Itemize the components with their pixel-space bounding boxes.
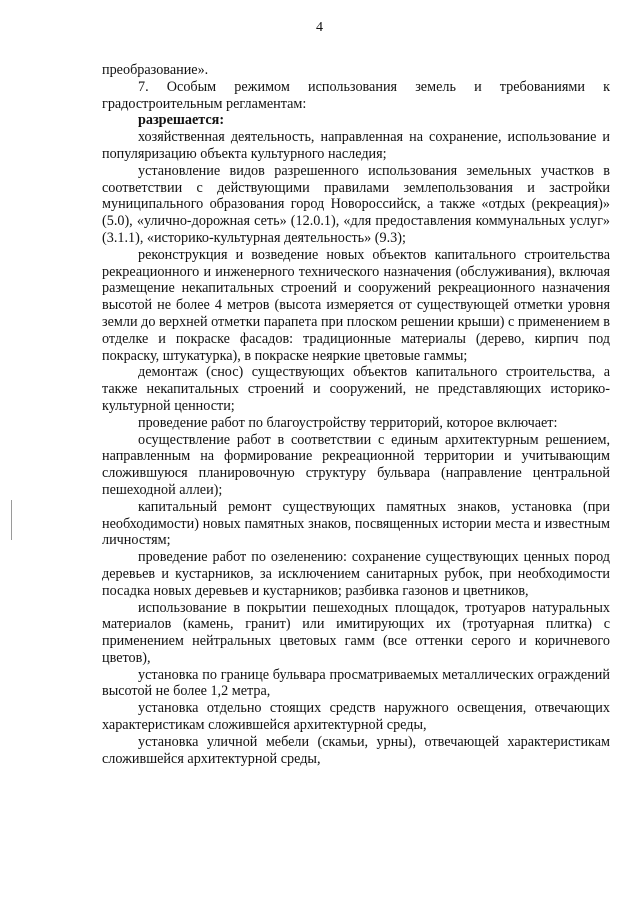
- paragraph-outdoor-lighting: установка отдельно стоящих средств наружного освещения, отвечающих характеристикам сложившейся архитектурной среды,: [102, 700, 610, 734]
- paragraph-economic-activity: хозяйственная деятельность, направленная на сохранение, использование и популяризацию объекта культурного наследия;: [102, 129, 610, 162]
- paragraph-reconstruction: реконструкция и возведение новых объектов капитального строительства рекреационного и инженерного технического назначения (обслуживания), включая размещение некапитальных строений и сооружений рекреационного назначения высотой не более 4 метров (высота измеряется от существующей отметки уровня земли до верхней отметки парапета при плоском решении крыши) с применением в отделке и покраске фасадов: традиционные материалы (дерево, кирпич под покраску, штукатурка), в покраске неяркие цветовые гаммы;: [102, 246, 610, 364]
- paragraph-improvement-intro: проведение работ по благоустройству территорий, которое включает:: [138, 414, 558, 431]
- paragraph-land-use-types: установление видов разрешенного использования земельных участков в соответствии с действующими правилами землепользования и застройки муниципального образования город Новороссийск, а также «отдых (рекреация)» (5.0), «улично-дорожная сеть» (12.0.1), «для предоставления коммунальных услуг» (3.1.1), «историко-культурная деятельность» (9.3);: [102, 162, 610, 246]
- section-heading-allowed: разрешается:: [138, 112, 225, 129]
- paragraph-paving-materials: использование в покрытии пешеходных площадок, тротуаров натуральных материалов (камень, гранит) или имитирующих их (тротуарная плитка) с применением нейтральных цветовых гамм (все оттенки серого и коричневого цветов),: [102, 599, 610, 666]
- paragraph-demolition: демонтаж (снос) существующих объектов капитального строительства, а также некапитальных строений и сооружений, не представляющих историко-культурной ценности;: [102, 364, 610, 414]
- paragraph-item-7: 7. Особым режимом использования земель и требованиями к градостроительным регламентам:: [102, 78, 610, 112]
- page-number: 4: [316, 20, 323, 35]
- document-body: [102, 62, 610, 767]
- paragraph-street-furniture: установка уличной мебели (скамьи, урны), отвечающей характеристикам сложившейся архитектурной среды,: [102, 733, 610, 767]
- paragraph-landscaping: проведение работ по озеленению: сохранение существующих ценных пород деревьев и кустарников, за исключением санитарных рубок, при необходимости посадка новых деревьев и кустарников; разбивка газонов и цветников,: [102, 549, 610, 599]
- paragraph-architectural-solution: осуществление работ в соответствии с единым архитектурным решением, направленным на формирование рекреационной территории и учитывающим сложившуюся планировочную структуру бульвара (направление центральной пешеходной аллеи);: [102, 431, 610, 498]
- paragraph-fencing: установка по границе бульвара просматриваемых металлических ограждений высотой не более 1,2 метра,: [102, 666, 610, 700]
- paragraph-memorial-signs: капитальный ремонт существующих памятных знаков, установка (при необходимости) новых памятных знаков, посвященных истории места и известным личностям;: [102, 498, 610, 549]
- paragraph-continuation: преобразование».: [102, 62, 209, 78]
- scan-artifact-line: [11, 500, 12, 540]
